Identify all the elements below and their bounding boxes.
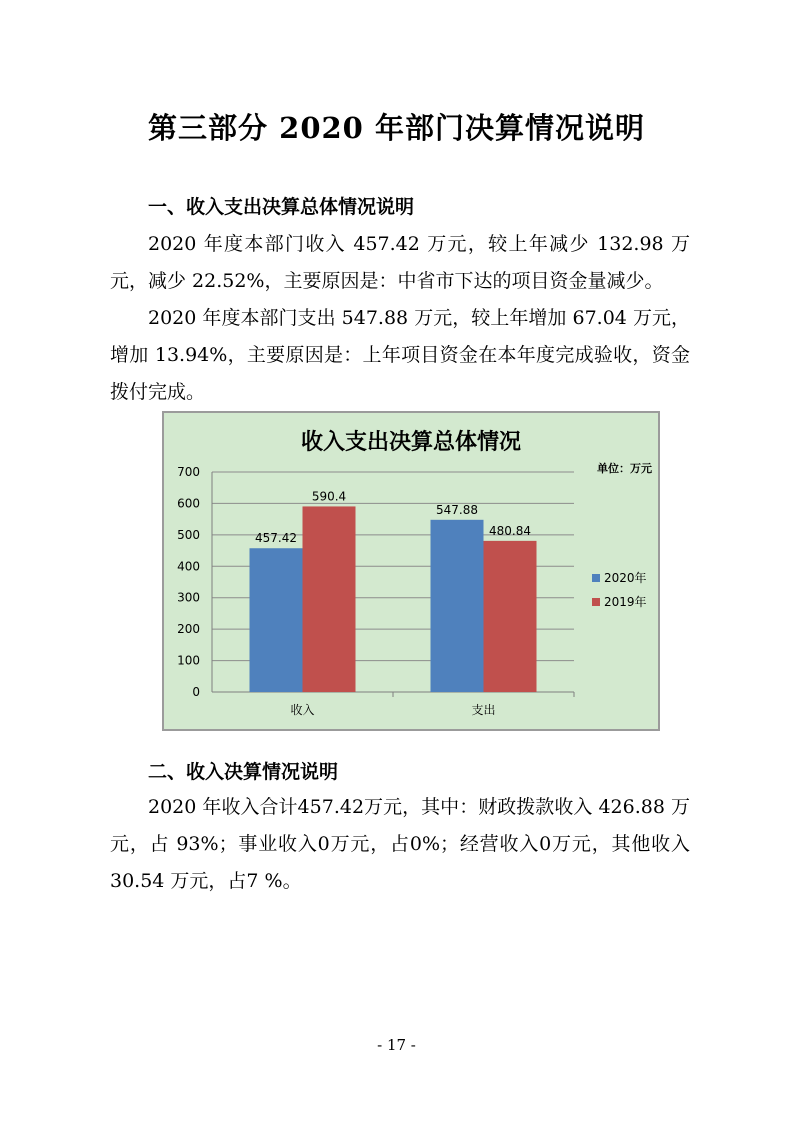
- legend-swatch: [592, 598, 600, 606]
- chart-unit-label: 单位：万元: [597, 462, 652, 475]
- bar: [250, 548, 303, 692]
- x-tick-label: 收入: [290, 703, 315, 717]
- section-2-body: [110, 789, 690, 900]
- section-heading-2: 二、收入决算情况说明: [148, 761, 339, 783]
- y-tick-label: 100: [177, 653, 200, 668]
- paragraph-income-detail: 2020 年收入合计457.42万元，其中：财政拨款收入 426.88 万元，占 93%；事业收入0万元，占0%；经营收入0万元，其他收入 30.54 万元，占7 %。: [110, 796, 690, 892]
- data-label: 547.88: [436, 502, 478, 517]
- section-1-body: [110, 226, 690, 411]
- y-tick-label: 300: [177, 590, 200, 605]
- bar: [303, 506, 356, 692]
- chart-title: 收入支出决算总体情况: [300, 430, 522, 455]
- legend-label: 2020年: [604, 571, 647, 585]
- bar: [484, 541, 537, 692]
- paragraph-income: 2020 年度本部门收入 457.42 万元，较上年减少 132.98 万元，减少 22.52%，主要原因是：中省市下达的项目资金量减少。: [110, 233, 690, 292]
- legend-label: 2019年: [604, 595, 647, 609]
- y-tick-label: 600: [177, 496, 200, 511]
- chart-svg: [164, 413, 658, 729]
- legend-swatch: [592, 574, 600, 582]
- data-label: 457.42: [255, 531, 297, 546]
- x-tick-label: 支出: [471, 703, 496, 717]
- page-title: 第三部分 2020 年部门决算情况说明: [148, 111, 645, 145]
- page-number: - 17 -: [377, 1036, 416, 1054]
- y-tick-label: 400: [177, 559, 200, 574]
- section-heading-1: 一、收入支出决算总体情况说明: [148, 196, 415, 218]
- bar: [431, 520, 484, 692]
- y-tick-label: 0: [192, 685, 200, 699]
- y-tick-label: 200: [177, 622, 200, 637]
- paragraph-expense: 2020 年度本部门支出 547.88 万元，较上年增加 67.04 万元，增加 13.94%，主要原因是：上年项目资金在本年度完成验收，资金拨付完成。: [110, 307, 690, 403]
- data-label: 480.84: [489, 523, 531, 538]
- income-expense-chart: [162, 411, 660, 731]
- data-label: 590.4: [311, 489, 347, 504]
- y-tick-label: 700: [177, 465, 200, 479]
- y-tick-label: 500: [177, 527, 200, 542]
